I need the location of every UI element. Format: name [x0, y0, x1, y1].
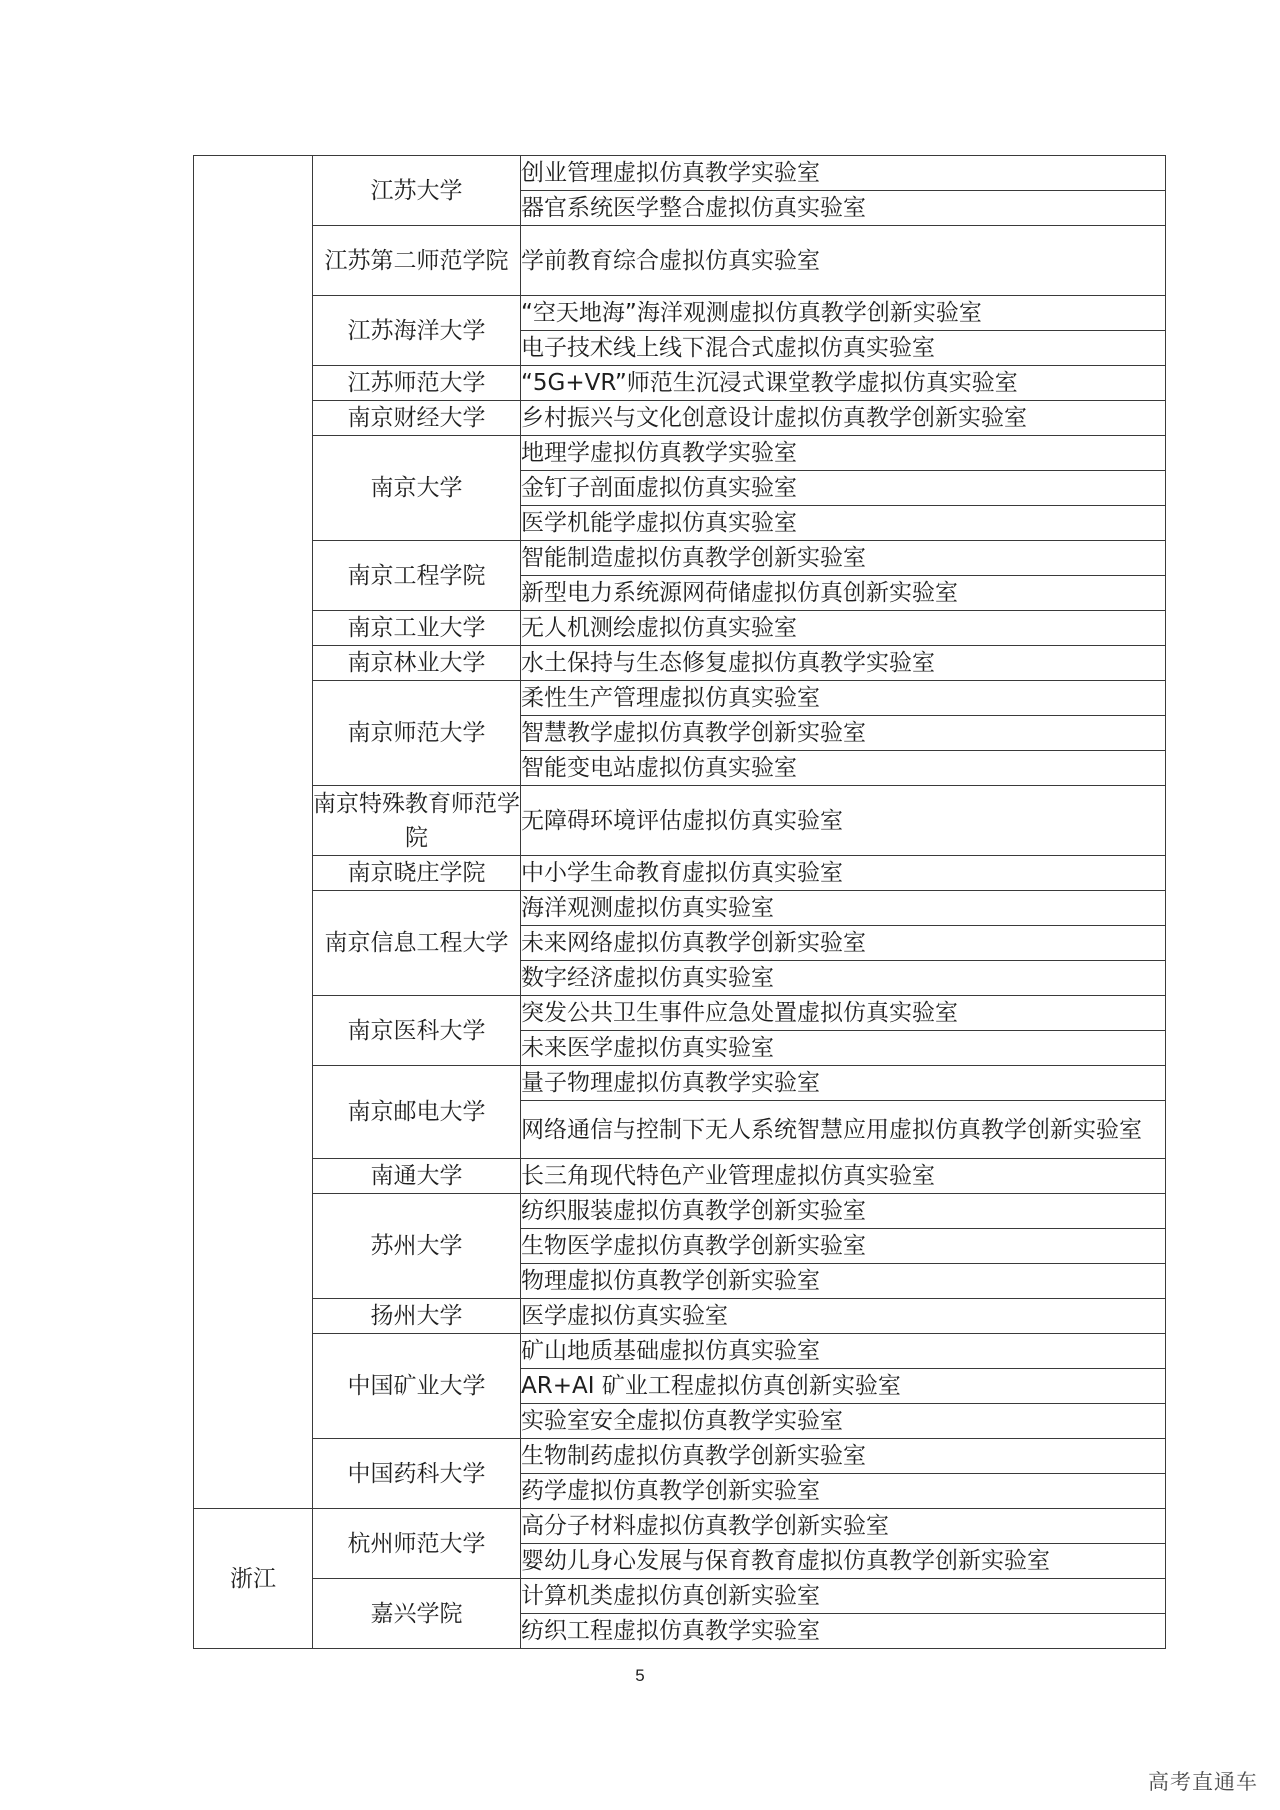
lab-name-cell: 学前教育综合虚拟仿真实验室: [521, 226, 1166, 296]
lab-name-cell: 创业管理虚拟仿真教学实验室: [521, 156, 1166, 191]
lab-name-cell: 智能制造虚拟仿真教学创新实验室: [521, 541, 1166, 576]
school-name-cell: 江苏海洋大学: [313, 296, 521, 366]
lab-name-cell: 婴幼儿身心发展与保育教育虚拟仿真教学创新实验室: [521, 1544, 1166, 1579]
lab-name-cell: 医学虚拟仿真实验室: [521, 1299, 1166, 1334]
lab-name-cell: 中小学生命教育虚拟仿真实验室: [521, 856, 1166, 891]
lab-name-cell: 突发公共卫生事件应急处置虚拟仿真实验室: [521, 996, 1166, 1031]
lab-name-cell: 矿山地质基础虚拟仿真实验室: [521, 1334, 1166, 1369]
table-row: [194, 1159, 1166, 1194]
lab-name-cell: 智能变电站虚拟仿真实验室: [521, 751, 1166, 786]
school-name-cell: 南京医科大学: [313, 996, 521, 1066]
table-row: [194, 856, 1166, 891]
region-cell: [194, 156, 313, 1509]
lab-name-cell: 纺织工程虚拟仿真教学实验室: [521, 1614, 1166, 1649]
school-name-cell: 中国药科大学: [313, 1439, 521, 1509]
school-name-cell: 南通大学: [313, 1159, 521, 1194]
page-number: 5: [635, 1666, 645, 1685]
lab-name-cell: 海洋观测虚拟仿真实验室: [521, 891, 1166, 926]
table-row: [194, 1194, 1166, 1229]
table-row: [194, 366, 1166, 401]
lab-name-cell: 地理学虚拟仿真教学实验室: [521, 436, 1166, 471]
lab-name-cell: 新型电力系统源网荷储虚拟仿真创新实验室: [521, 576, 1166, 611]
table-row: [194, 1509, 1166, 1544]
lab-name-cell: 实验室安全虚拟仿真教学实验室: [521, 1404, 1166, 1439]
table-body: [194, 156, 1166, 1649]
school-name-cell: 中国矿业大学: [313, 1334, 521, 1439]
school-name-cell: 苏州大学: [313, 1194, 521, 1299]
table-row: [194, 996, 1166, 1031]
lab-name-cell: 高分子材料虚拟仿真教学创新实验室: [521, 1509, 1166, 1544]
table-row: [194, 1334, 1166, 1369]
school-name-cell: 南京林业大学: [313, 646, 521, 681]
lab-name-cell: 未来医学虚拟仿真实验室: [521, 1031, 1166, 1066]
lab-name-cell: 长三角现代特色产业管理虚拟仿真实验室: [521, 1159, 1166, 1194]
table-row: [194, 226, 1166, 296]
lab-name-cell: 生物医学虚拟仿真教学创新实验室: [521, 1229, 1166, 1264]
school-name-cell: 嘉兴学院: [313, 1579, 521, 1649]
table-row: [194, 401, 1166, 436]
table-row: [194, 681, 1166, 716]
lab-name-cell: 柔性生产管理虚拟仿真实验室: [521, 681, 1166, 716]
lab-name-cell: 物理虚拟仿真教学创新实验室: [521, 1264, 1166, 1299]
lab-name-cell: AR+AI 矿业工程虚拟仿真创新实验室: [521, 1369, 1166, 1404]
table-row: [194, 786, 1166, 856]
lab-name-cell: 乡村振兴与文化创意设计虚拟仿真教学创新实验室: [521, 401, 1166, 436]
lab-name-cell: 无人机测绘虚拟仿真实验室: [521, 611, 1166, 646]
watermark-logo-text: 高考直通车: [1148, 1770, 1258, 1794]
lab-name-cell: 药学虚拟仿真教学创新实验室: [521, 1474, 1166, 1509]
lab-name-cell: 智慧教学虚拟仿真教学创新实验室: [521, 716, 1166, 751]
school-name-cell: 杭州师范大学: [313, 1509, 521, 1579]
table-row: [194, 296, 1166, 331]
school-name-cell: 南京信息工程大学: [313, 891, 521, 996]
table-row: [194, 156, 1166, 191]
lab-name-cell: 网络通信与控制下无人系统智慧应用虚拟仿真教学创新实验室: [521, 1101, 1166, 1159]
school-name-cell: 南京晓庄学院: [313, 856, 521, 891]
lab-name-cell: 量子物理虚拟仿真教学实验室: [521, 1066, 1166, 1101]
school-name-cell: 扬州大学: [313, 1299, 521, 1334]
lab-name-cell: 无障碍环境评估虚拟仿真实验室: [521, 786, 1166, 856]
table-row: [194, 1579, 1166, 1614]
table-row: [194, 1439, 1166, 1474]
lab-name-cell: “空天地海”海洋观测虚拟仿真教学创新实验室: [521, 296, 1166, 331]
table-row: [194, 1066, 1166, 1101]
table-row: [194, 611, 1166, 646]
school-name-cell: 南京师范大学: [313, 681, 521, 786]
lab-name-cell: 纺织服装虚拟仿真教学创新实验室: [521, 1194, 1166, 1229]
school-name-cell: 江苏大学: [313, 156, 521, 226]
school-name-cell: 江苏师范大学: [313, 366, 521, 401]
school-name-cell: 南京特殊教育师范学院: [313, 786, 521, 856]
school-name-cell: 南京工程学院: [313, 541, 521, 611]
lab-name-cell: 医学机能学虚拟仿真实验室: [521, 506, 1166, 541]
region-cell: 浙江: [194, 1509, 313, 1649]
table-row: [194, 541, 1166, 576]
lab-name-cell: 数字经济虚拟仿真实验室: [521, 961, 1166, 996]
table-row: [194, 1299, 1166, 1334]
lab-name-cell: 计算机类虚拟仿真创新实验室: [521, 1579, 1166, 1614]
lab-name-cell: 电子技术线上线下混合式虚拟仿真实验室: [521, 331, 1166, 366]
table-row: [194, 436, 1166, 471]
table-row: [194, 646, 1166, 681]
school-name-cell: 南京大学: [313, 436, 521, 541]
lab-name-cell: 未来网络虚拟仿真教学创新实验室: [521, 926, 1166, 961]
lab-name-cell: 水土保持与生态修复虚拟仿真教学实验室: [521, 646, 1166, 681]
table-row: [194, 891, 1166, 926]
lab-name-cell: “5G+VR”师范生沉浸式课堂教学虚拟仿真实验室: [521, 366, 1166, 401]
school-name-cell: 南京邮电大学: [313, 1066, 521, 1159]
school-name-cell: 南京工业大学: [313, 611, 521, 646]
school-name-cell: 南京财经大学: [313, 401, 521, 436]
lab-name-cell: 器官系统医学整合虚拟仿真实验室: [521, 191, 1166, 226]
lab-name-cell: 金钉子剖面虚拟仿真实验室: [521, 471, 1166, 506]
lab-list-table: [193, 155, 1166, 1649]
lab-name-cell: 生物制药虚拟仿真教学创新实验室: [521, 1439, 1166, 1474]
school-name-cell: 江苏第二师范学院: [313, 226, 521, 296]
